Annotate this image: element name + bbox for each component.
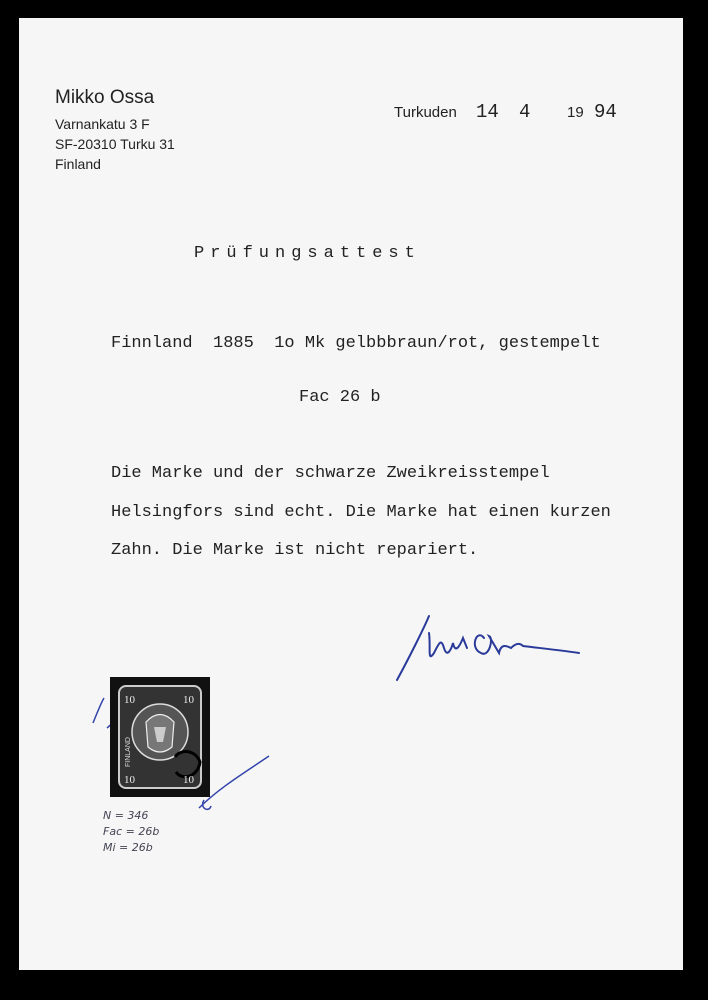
sender-postal: SF-20310 Turku 31 [55,136,175,152]
pencil-note-3: Mi = 26b [103,841,153,854]
stamp-country: FINLAND [125,737,132,767]
date-day: 14 [476,101,499,123]
date-month: 4 [519,101,531,123]
denomination-top-left: 10 [124,694,135,706]
denomination-bottom-left: 10 [124,774,135,786]
sender-country: Finland [55,156,101,172]
body-line-2: Helsingfors sind echt. Die Marke hat einen kurzen [111,503,611,522]
denomination-bottom-right: 10 [183,774,194,786]
sender-street: Varnankatu 3 F [55,116,150,132]
stamp-subject: Finnland 1885 1o Mk gelbbbraun/rot, gestempelt [111,334,601,353]
body-line-1: Die Marke und der schwarze Zweikreisstempel [111,464,550,483]
pencil-note-1: N = 346 [103,809,149,822]
letterhead [55,86,175,174]
body-line-3: Zahn. Die Marke ist nicht repariert. [111,541,479,560]
pencil-note-2: Fac = 26b [103,825,160,838]
pencil-notes [103,808,159,856]
date-year: 94 [594,101,617,123]
sender-name: Mikko Ossa [55,87,155,108]
signature-icon [389,608,589,688]
date-century: 19 [567,104,584,121]
catalog-number: Fac 26 b [299,388,381,407]
denomination-top-right: 10 [183,694,194,706]
postage-stamp [110,677,210,797]
stamp-design-icon [110,677,210,797]
date-city: Turkuden [394,104,457,121]
certificate-page [19,18,683,970]
document-title: Prüfungsattest [194,244,421,263]
